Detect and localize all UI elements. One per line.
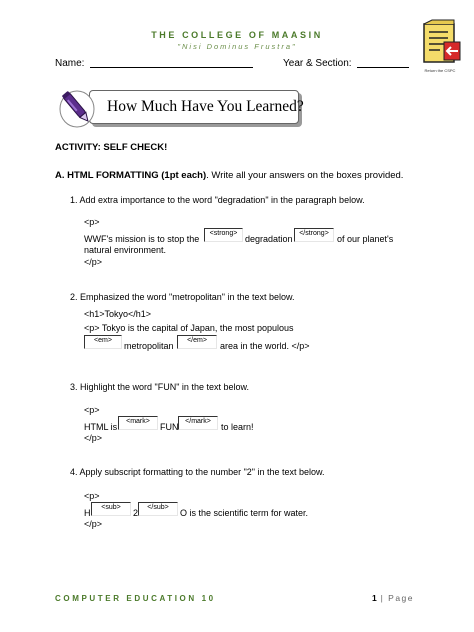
q2-word: metropolitan [124, 341, 174, 351]
q2-answer-box-open[interactable]: <em> [84, 335, 122, 349]
section-a-title: A. HTML FORMATTING (1pt each) [55, 170, 207, 181]
section-label: Year & Section: [283, 58, 352, 69]
footer-course: COMPUTER EDUCATION 10 [55, 594, 216, 603]
q2-heading-code: <h1>Tokyo</h1> [84, 309, 152, 319]
question-2: 2. Emphasized the word "metropolitan" in the text below. [70, 292, 295, 302]
name-blank-line [90, 67, 253, 68]
q4-answer-box-open[interactable]: <sub> [91, 502, 131, 516]
q1-sentence-end: of our planet's [337, 234, 394, 244]
q1-answer-box-open[interactable]: <strong> [204, 228, 243, 242]
purple-pen-icon [57, 87, 101, 129]
section-blank-line [357, 67, 409, 68]
section-a-instruction: . Write all your answers on the boxes provided. [206, 170, 404, 181]
q3-answer-box-close[interactable]: </mark> [178, 416, 218, 430]
learning-banner [57, 87, 305, 129]
question-1: 1. Add extra importance to the word "degradation" in the paragraph below. [70, 195, 365, 205]
college-motto: "Nisi Dominus Frustra" [177, 42, 297, 51]
logo-caption: Return the CSPC [424, 68, 456, 73]
q1-line-2: natural environment. [84, 245, 167, 255]
question-3: 3. Highlight the word "FUN" in the text below. [70, 382, 249, 392]
section-a-heading [55, 170, 403, 181]
q3-answer-box-open[interactable]: <mark> [118, 416, 158, 430]
question-4: 4. Apply subscript formatting to the number "2" in the text below. [70, 467, 325, 477]
q1-close-tag: </p> [84, 257, 103, 267]
q1-open-tag: <p> [84, 217, 100, 227]
college-name: THE COLLEGE OF MAASIN [151, 30, 323, 40]
activity-title: ACTIVITY: SELF CHECK! [55, 142, 168, 153]
q4-sentence-end: O is the scientific term for water. [180, 508, 309, 518]
q4-close-tag: </p> [84, 519, 103, 529]
q2-line-2-end: area in the world. </p> [220, 341, 310, 351]
q2-answer-box-close[interactable]: </em> [177, 335, 217, 349]
q1-answer-box-close[interactable]: </strong> [294, 228, 334, 242]
q2-line-1: <p> Tokyo is the capital of Japan, the most populous [84, 323, 294, 333]
q4-word: 2 [133, 508, 139, 518]
footer-page [372, 593, 414, 603]
q3-sentence-start: HTML is [84, 422, 118, 432]
q1-word: degradation [245, 234, 293, 244]
banner-title: How Much Have You Learned? [107, 98, 304, 115]
q4-answer-box-close[interactable]: </sub> [138, 502, 178, 516]
page-label: | Page [376, 593, 415, 603]
q3-open-tag: <p> [84, 405, 100, 415]
q4-sentence-start: H [84, 508, 91, 518]
q4-open-tag: <p> [84, 491, 100, 501]
q1-sentence-start: WWF's mission is to stop the [84, 234, 200, 244]
name-label: Name: [55, 58, 85, 69]
q3-close-tag: </p> [84, 433, 103, 443]
q3-word: FUN [160, 422, 179, 432]
page-number: 1 [372, 593, 377, 603]
q3-sentence-end: to learn! [221, 422, 254, 432]
